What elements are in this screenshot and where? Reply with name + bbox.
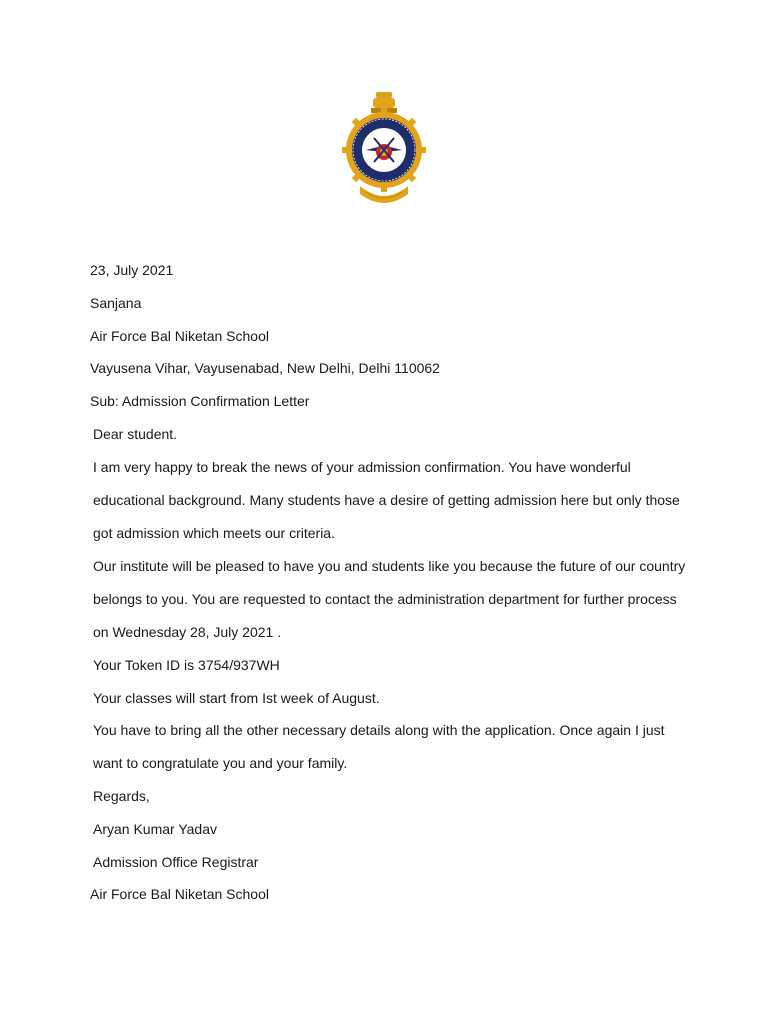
body-line: Our institute will be pleased to have you and students like you because the future of our country	[93, 558, 686, 574]
body-line: educational background. Many students have a desire of getting admission here but only those	[93, 492, 680, 508]
body-line: belongs to you. You are requested to contact the administration department for further process	[93, 591, 677, 607]
recipient-school: Air Force Bal Niketan School	[90, 328, 269, 344]
signatory-name: Aryan Kumar Yadav	[93, 821, 217, 837]
token-id-line: Your Token ID is 3754/937WH	[93, 657, 280, 673]
body-line: on Wednesday 28, July 2021 .	[93, 624, 282, 640]
signatory-org: Air Force Bal Niketan School	[90, 886, 269, 902]
letter-salutation: Dear student.	[93, 426, 178, 442]
body-line: I am very happy to break the news of your admission confirmation. You have wonderful	[93, 459, 631, 475]
body-line: Your classes will start from Ist week of August.	[93, 690, 380, 706]
body-line: You have to bring all the other necessary details along with the application. Once again I just	[93, 722, 665, 738]
recipient-address: Vayusena Vihar, Vayusenabad, New Delhi, Delhi 110062	[90, 360, 440, 376]
recipient-name: Sanjana	[90, 295, 142, 311]
letter-subject: Sub: Admission Confirmation Letter	[90, 393, 310, 409]
college-emblem-icon	[338, 90, 430, 212]
body-line: want to congratulate you and your family.	[93, 755, 348, 771]
letter-date: 23, July 2021	[90, 262, 174, 278]
letter-closing: Regards,	[93, 788, 150, 804]
signatory-title: Admission Office Registrar	[93, 854, 259, 870]
body-line: got admission which meets our criteria.	[93, 525, 335, 541]
